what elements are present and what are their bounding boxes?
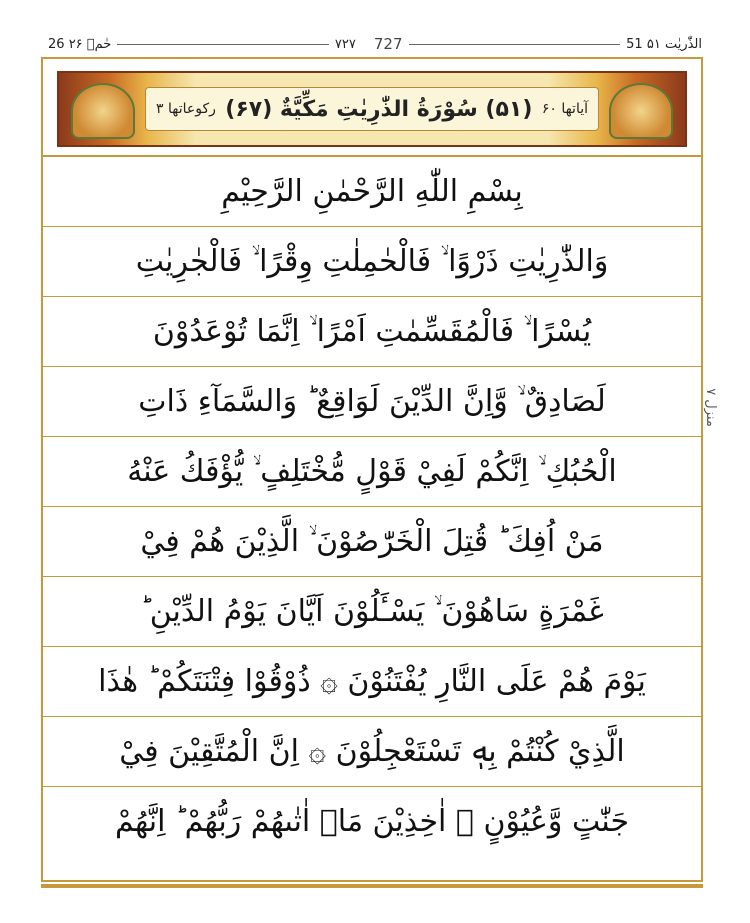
verse-lines bbox=[43, 155, 701, 856]
ayat-count: آیاتھا ۶۰ bbox=[541, 101, 588, 117]
header-surah-left: 51 الذّٰریٰت ۵۱ bbox=[626, 36, 703, 52]
banner-inner bbox=[145, 87, 599, 131]
verse-line: لَصَادِقٌ ۙ وَّاِنَّ الدِّيْنَ لَوَاقِعٌ ؕ وَالسَّمَآءِ ذَاتِ bbox=[43, 366, 701, 436]
ornament-icon bbox=[71, 83, 135, 139]
header-rule bbox=[117, 44, 329, 45]
verse-line: وَالذّٰرِيٰتِ ذَرْوًا ۙ فَالْحٰمِلٰتِ وِقْرًا ۙ فَالْجٰرِيٰتِ bbox=[43, 226, 701, 296]
verse-line: الْحُبُكِ ۙ اِنَّكُمْ لَفِيْ قَوْلٍ مُّخْتَلِفٍ ۙ يُّؤْفَكُ عَنْهُ bbox=[43, 436, 701, 506]
ruku-count: رکوعاتھا ۳ bbox=[156, 101, 216, 117]
ornament-icon bbox=[609, 83, 673, 139]
verse-line: مَنْ اُفِكَ ؕ قُتِلَ الْخَرّٰصُوْنَ ۙ الَّذِيْنَ هُمْ فِيْ bbox=[43, 506, 701, 576]
bismillah-line: بِسْمِ اللّٰهِ الرَّحْمٰنِ الرَّحِيْمِ bbox=[43, 155, 701, 226]
surah-banner bbox=[57, 71, 687, 147]
verse-line: يَوْمَ هُمْ عَلَى النَّارِ يُفْتَنُوْنَ ۞ ذُوْقُوْا فِتْنَتَكُمْ ؕ هٰذَا bbox=[43, 646, 701, 716]
header-rule bbox=[409, 44, 621, 45]
header-urdu-number: ۷۲۷ bbox=[334, 36, 356, 52]
header-surah-right: 26 حٰمۗ ۲۶ bbox=[48, 36, 112, 52]
quran-page bbox=[41, 57, 703, 882]
surah-title: (۵۱) سُوْرَةُ الذّٰرِيٰتِ مَكِّيَّةٌ (۶۷) bbox=[225, 96, 533, 122]
verse-line: غَمْرَةٍ سَاهُوْنَ ۙ يَسْـَٔلُوْنَ اَيَّانَ يَوْمُ الدِّيْنِ ؕ bbox=[43, 576, 701, 646]
verse-line: جَنّٰتٍ وَّعُيُوْنٍ ۙ اٰخِذِيْنَ مَاۤ اٰتٰىهُمْ رَبُّهُمْ ؕ اِنَّهُمْ bbox=[43, 786, 701, 856]
page-number: 727 bbox=[373, 35, 403, 53]
verse-line: يُسْرًا ۙ فَالْمُقَسِّمٰتِ اَمْرًا ۙ اِنَّمَا تُوْعَدُوْنَ bbox=[43, 296, 701, 366]
page-header bbox=[48, 34, 702, 54]
verse-line: الَّذِيْ كُنْتُمْ بِهٖ تَسْتَعْجِلُوْنَ ۞ اِنَّ الْمُتَّقِيْنَ فِيْ bbox=[43, 716, 701, 786]
manzil-label: منزل ۷ bbox=[703, 388, 719, 427]
bottom-border bbox=[41, 884, 703, 888]
